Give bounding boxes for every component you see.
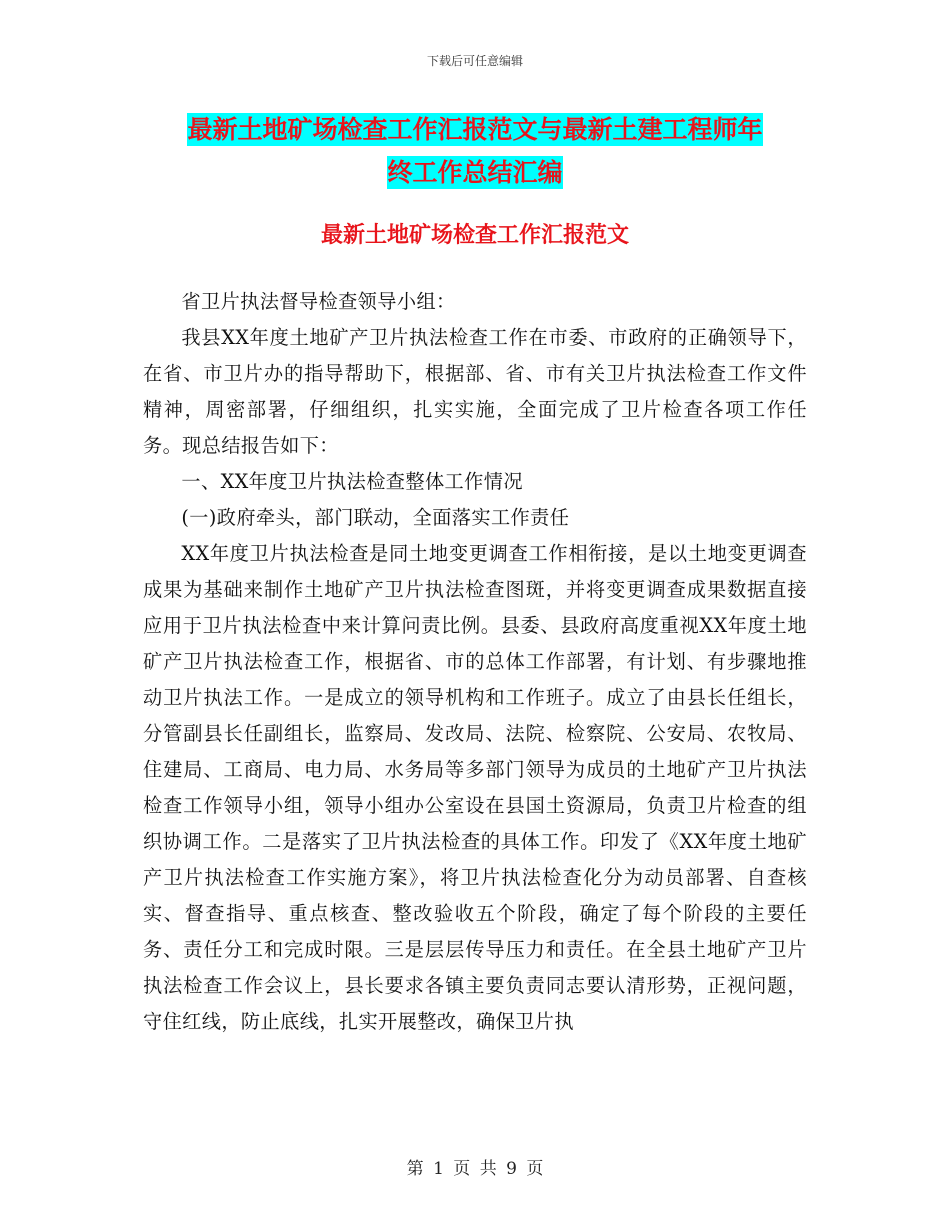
subheading-paragraph: (一)政府牵头，部门联动，全面落实工作责任 [181,506,570,529]
page-header-note: 下载后可任意编辑 [426,54,523,68]
document-title [140,108,810,194]
document-body [143,284,807,1040]
section-title: 最新土地矿场检查工作汇报范文 [320,222,629,248]
document-title-line-1: 最新土地矿场检查工作汇报范文与最新土建工程师年 [187,115,763,144]
intro-paragraph: 我县XX年度土地矿产卫片执法检查工作在市委、市政府的正确领导下，在省、市卫片办的指导帮助下，根据部、省、市有关卫片执法检查工作文件精神，周密部署，仔细组织，扎实实施，全面完成了卫片检查各项工作任务。现总结报告如下： [143,326,807,457]
body-paragraph: XX年度卫片执法检查是同土地变更调查工作相衔接，是以土地变更调查成果为基础来制作土地矿产卫片执法检查图斑，并将变更调查成果数据直接应用于卫片执法检查中来计算问责比例。县委、县政府高度重视XX年度土地矿产卫片执法检查工作，根据省、市的总体工作部署，有计划、有步骤地推动卫片执法工作。一是成立的领导机构和工作班子。成立了由县长任组长，分管副县长任副组长，监察局、发改局、法院、检察院、公安局、农牧局、住建局、工商局、电力局、水务局等多部门领导为成员的土地矿产卫片执法检查工作领导小组，领导小组办公室设在县国土资源局，负责卫片检查的组织协调工作。二是落实了卫片执法检查的具体工作。印发了《XX年度土地矿产卫片执法检查工作实施方案》，将卫片执法检查化分为动员部署、自查核实、督查指导、重点核查、整改验收五个阶段，确定了每个阶段的主要任务、责任分工和完成时限。三是层层传导压力和责任。在全县土地矿产卫片执法检查工作会议上，县长要求各镇主要负责同志要认清形势，正视问题，守住红线，防止底线，扎实开展整改，确保卫片执 [143,542,807,1033]
salutation-paragraph: 省卫片执法督导检查领导小组： [181,290,456,313]
heading-paragraph: 一、XX年度卫片执法检查整体工作情况 [181,470,523,493]
page-number-footer: 第 1 页 共 9 页 [406,1159,544,1179]
document-title-line-2: 终工作总结汇编 [387,158,563,187]
